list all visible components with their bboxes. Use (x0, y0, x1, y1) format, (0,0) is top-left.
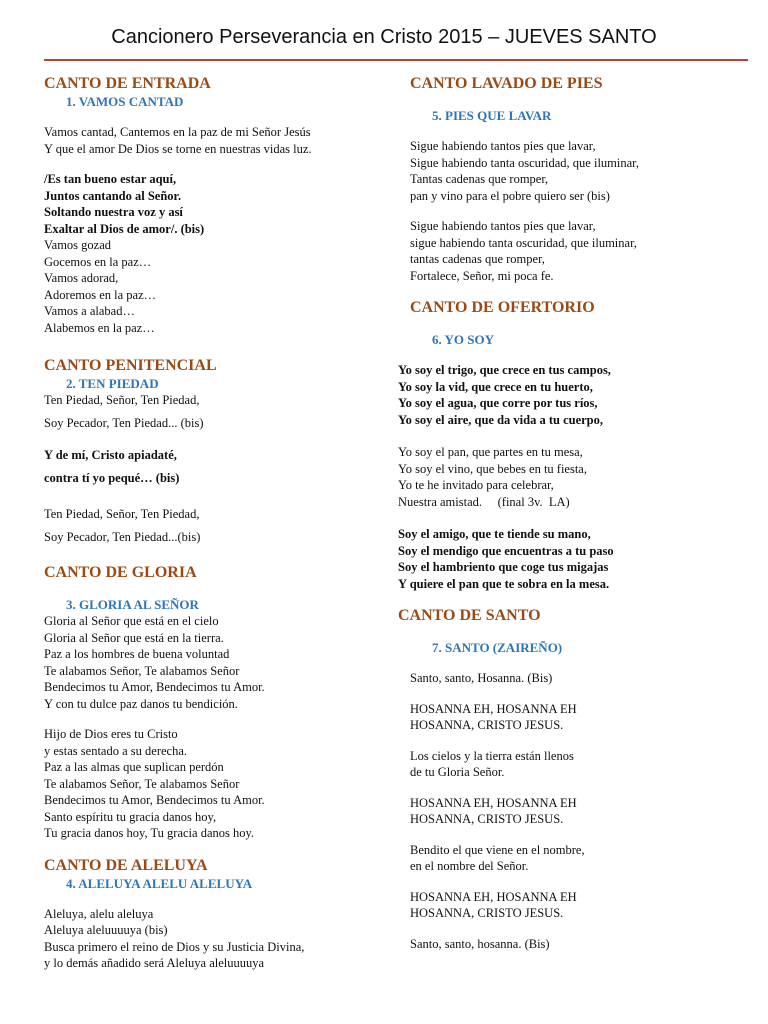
chorus-block (410, 889, 748, 922)
lyrics-block (410, 218, 748, 284)
lyric-line: Bendecimos tu Amor, Bendecimos tu Amor. (44, 793, 265, 807)
left-column (44, 62, 384, 972)
chorus-block (410, 701, 748, 734)
chorus-block (410, 795, 748, 828)
section-heading-penitencial: CANTO PENITENCIAL (44, 357, 217, 374)
lyrics-block (44, 906, 384, 972)
song-title-vamos-cantad: 1. VAMOS CANTAD (66, 94, 184, 109)
lyric-line: Ten Piedad, Señor, Ten Piedad, (44, 507, 200, 521)
lyric-line: Soy Pecador, Ten Piedad... (bis) (44, 415, 204, 430)
lyric-line: Santo, santo, Hosanna. (Bis) (410, 671, 553, 685)
song-title-pies-que-lavar: 5. PIES QUE LAVAR (432, 108, 552, 123)
page-title: Cancionero Perseverancia en Cristo 2015 – JUEVES SANTO (111, 26, 657, 48)
section-heading-gloria: CANTO DE GLORIA (44, 564, 197, 581)
chorus-block (44, 447, 384, 486)
chorus-block (44, 171, 384, 237)
lyric-line: Soy el amigo, que te tiende su mano, (398, 527, 591, 541)
lyrics-block (410, 936, 748, 953)
lyric-line: Y que el amor De Dios se torne en nuestras vidas luz. (44, 141, 312, 156)
lyric-line: Gloria al Señor que está en el cielo (44, 614, 219, 628)
lyric-line: Sigue habiendo tantos pies que lavar, (410, 219, 596, 233)
section-heading-aleluya: CANTO DE ALELUYA (44, 856, 208, 874)
lyrics-block (44, 124, 384, 157)
section-heading-entrada: CANTO DE ENTRADA (44, 75, 211, 92)
right-column (398, 62, 748, 952)
lyric-line: Bendito el que viene en el nombre, (410, 842, 585, 857)
lyric-line: Soy Pecador, Ten Piedad...(bis) (44, 529, 201, 544)
lyric-line: Yo soy el pan, que partes en tu mesa, (398, 445, 583, 459)
lyrics-block (44, 237, 384, 336)
lyric-line: Bendecimos tu Amor, Bendecimos tu Amor. (44, 680, 265, 694)
lyrics-block (44, 613, 384, 712)
lyrics-block (44, 392, 384, 431)
lyric-line: Te alabamos Señor, Te alabamos Señor (44, 776, 240, 791)
lyric-line: Ten Piedad, Señor, Ten Piedad, (44, 393, 200, 407)
header-divider (44, 59, 748, 61)
song-title-yo-soy: 6. YO SOY (432, 332, 494, 347)
section-heading-ofertorio: CANTO DE OFERTORIO (410, 299, 595, 316)
lyric-line: /Es tan bueno estar aquí, (44, 172, 177, 186)
lyric-line: Yo soy el trigo, que crece en tus campos, (398, 363, 611, 377)
lyric-line: Gocemos en la paz… (44, 254, 152, 269)
lyric-line: Nuestra amistad. (final 3v. LA) (398, 494, 570, 509)
lyric-line: de tu Gloria Señor. (410, 765, 505, 779)
lyric-line: Soltando nuestra voz y así (44, 205, 183, 219)
song-title-aleluya: 4. ALELUYA ALELU ALELUYA (66, 875, 253, 891)
lyrics-block (410, 842, 748, 875)
song-title-gloria-al-senor: 3. GLORIA AL SEÑOR (66, 597, 199, 612)
lyric-line: Y quiere el pan que te sobra en la mesa. (398, 576, 610, 591)
lyric-line: Adoremos en la paz… (44, 287, 157, 302)
lyric-line: tantas cadenas que romper, (410, 252, 545, 266)
lyric-line: Busca primero el reino de Dios y su Justicia Divina, (44, 939, 305, 954)
lyric-line: Sigue habiendo tantos pies que lavar, (410, 139, 596, 153)
lyric-line: Fortalece, Señor, mi poca fe. (410, 268, 554, 283)
lyric-line: Exaltar al Dios de amor/. (bis) (44, 221, 205, 236)
lyric-line: Gloria al Señor que está en la tierra. (44, 630, 224, 645)
lyric-line: HOSANNA EH, HOSANNA EH (410, 889, 577, 904)
section-heading-santo: CANTO DE SANTO (398, 607, 541, 624)
song-title-ten-piedad: 2. TEN PIEDAD (66, 376, 159, 391)
lyric-line: Y de mí, Cristo apiadaté, (44, 448, 177, 462)
lyric-line: Yo soy el vino, que bebes en tu fiesta, (398, 461, 587, 476)
lyric-line: contra tí yo pequé… (bis) (44, 470, 180, 485)
lyric-line: y lo demás añadido será Aleluya aleluuuuya (44, 956, 265, 970)
lyric-line: Yo soy el aire, que da vida a tu cuerpo, (398, 412, 603, 427)
lyric-line: Yo te he invitado para celebrar, (398, 478, 554, 492)
lyrics-block (44, 726, 384, 842)
lyrics-block (410, 670, 748, 687)
lyrics-block (398, 444, 748, 510)
lyric-line: Vamos cantad, Cantemos en la paz de mi Señor Jesús (44, 125, 311, 139)
lyric-line: Hijo de Dios eres tu Cristo (44, 727, 178, 741)
lyric-line: Vamos adorad, (44, 271, 119, 285)
lyric-line: sigue habiendo tanta oscuridad, que iluminar, (410, 235, 637, 250)
lyric-line: HOSANNA, CRISTO JESUS. (410, 718, 564, 732)
lyric-line: Aleluya, alelu aleluya (44, 906, 154, 921)
lyric-line: Paz a los hombres de buena voluntad (44, 647, 230, 661)
lyric-line: Aleluya aleluuuuya (bis) (44, 923, 168, 937)
lyric-line: Vamos gozad (44, 238, 111, 252)
lyric-line: Juntos cantando al Señor. (44, 188, 182, 203)
lyric-line: Vamos a alabad… (44, 304, 135, 318)
lyric-line: Tu gracia danos hoy, Tu gracia danos hoy. (44, 826, 255, 840)
lyric-line: Te alabamos Señor, Te alabamos Señor (44, 663, 240, 678)
lyric-line: HOSANNA, CRISTO JESUS. (410, 812, 564, 826)
lyric-line: Alabemos en la paz… (44, 320, 155, 335)
lyric-line: Yo soy la vid, que crece en tu huerto, (398, 379, 593, 394)
lyric-line: HOSANNA, CRISTO JESUS. (410, 906, 564, 920)
lyrics-block (410, 748, 748, 781)
lyric-line: y estas sentado a su derecha. (44, 743, 187, 758)
lyric-line: Paz a las almas que suplican perdón (44, 760, 224, 774)
chorus-block (398, 362, 748, 428)
lyric-line: HOSANNA EH, HOSANNA EH (410, 795, 577, 810)
song-title-santo-zaireno: 7. SANTO (ZAIREÑO) (432, 640, 563, 655)
lyric-line: Soy el mendigo que encuentras a tu paso (398, 543, 614, 558)
lyric-line: pan y vino para el pobre quiero ser (bis) (410, 188, 610, 203)
lyric-line: Santo espíritu tu gracia danos hoy, (44, 809, 217, 824)
lyric-line: Santo, santo, hosanna. (Bis) (410, 936, 550, 951)
section-heading-lavado: CANTO LAVADO DE PIES (410, 75, 603, 92)
lyric-line: en el nombre del Señor. (410, 859, 529, 873)
lyric-line: Y con tu dulce paz danos tu bendición. (44, 696, 238, 711)
lyrics-block (410, 138, 748, 204)
chorus-block (398, 526, 748, 592)
lyric-line: Sigue habiendo tanta oscuridad, que iluminar, (410, 155, 639, 170)
lyric-line: Soy el hambriento que coge tus migajas (398, 560, 609, 574)
lyric-line: Yo soy el agua, que corre por tus ríos, (398, 396, 598, 410)
lyrics-block (44, 506, 384, 545)
lyric-line: HOSANNA EH, HOSANNA EH (410, 701, 577, 716)
lyric-line: Los cielos y la tierra están llenos (410, 748, 574, 763)
lyric-line: Tantas cadenas que romper, (410, 172, 549, 186)
